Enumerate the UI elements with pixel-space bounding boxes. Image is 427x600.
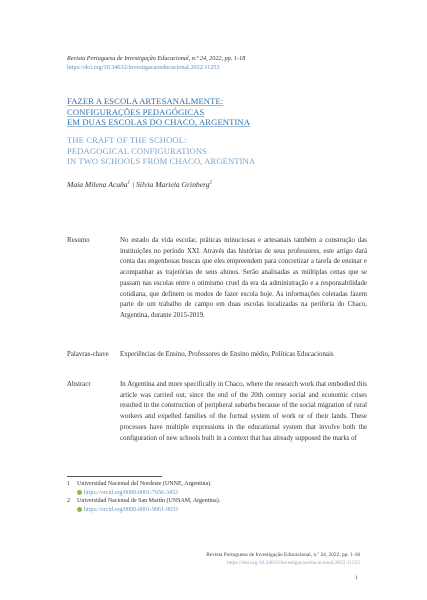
title-pt-line: FAZER A ESCOLA ARTESANALMENTE: (67, 96, 224, 106)
orcid-icon (77, 490, 82, 495)
title-en-line: IN TWO SCHOOLS FROM CHACO, ARGENTINA (67, 156, 256, 166)
author-list (67, 180, 367, 189)
journal-doi-link[interactable]: https://doi.org/10.34632/investigacaoeducacional.2022.11253 (67, 64, 220, 71)
title-pt-line: EM DUAS ESCOLAS DO CHACO, ARGENTINA (67, 117, 251, 127)
title-portuguese (67, 96, 367, 128)
abstract-section (67, 380, 367, 444)
footer-doi-link[interactable]: https://doi.org/10.34632/investigacaoeducacional.2022.11253 (227, 559, 360, 566)
orcid-icon (77, 507, 82, 512)
abstract-label: Abstract (67, 381, 91, 388)
orcid-url[interactable]: https://orcid.org/0000-0001-7656-3453 (84, 489, 179, 496)
author-separator: | (130, 180, 136, 189)
resumo-section (67, 236, 367, 322)
abstract-text: In Argentina and more specifically in Chaco, where the research work that embodied this article was carried out, since the end of the 20th century social and economic crises resulted in the construction of peripheral suburbs because of the social migration of rural workers and expelled families of the formal system of work or of their lands. These processes have multiple expressions in the educational system that involve both the configuration of new schools built in a context that has already supposed the marks of (120, 381, 367, 442)
footnote-text: Universidad Nacional del Nordeste (UNNE, Argentina). (77, 481, 212, 487)
orcid-link[interactable] (67, 506, 367, 515)
orcid-url[interactable]: https://orcid.org/0000-0001-9061-9033 (84, 506, 179, 513)
author-name: Silvia Mariela Grinberg (136, 180, 210, 189)
title-en-line: PEDAGOGICAL CONFIGURATIONS (67, 145, 208, 156)
footnote-item (67, 480, 367, 497)
keywords-text: Experiências de Ensino, Professores de Ensino médio, Políticas Educacionais (120, 351, 334, 358)
title-english (67, 135, 367, 167)
page-number: 1 (355, 575, 358, 581)
keywords-label: Palavras-chave (67, 351, 109, 358)
orcid-link[interactable] (67, 489, 367, 498)
footnote-item (67, 497, 367, 514)
footer-citation: Revista Portuguesa de Investigação Educacional, n.º 24, 2022, pp. 1-18 (206, 552, 360, 558)
title-en-line: THE CRAFT OF THE SCHOOL: (67, 135, 187, 145)
author-name: Maia Milena Acuña (67, 180, 128, 189)
keywords-section (67, 350, 367, 361)
journal-header (67, 54, 367, 72)
footnote-divider (67, 476, 162, 477)
author-affiliation-marker: 1 (127, 180, 131, 186)
author-affiliation-marker: 2 (209, 180, 213, 186)
title-pt-line: CONFIGURAÇÕES PEDAGÓGICAS (67, 106, 205, 117)
journal-citation: Revista Portuguesa de Investigação Educacional, n.º 24, 2022, pp. 1-18 (67, 55, 246, 62)
page-footer (150, 552, 360, 567)
footnotes (67, 476, 367, 514)
footnote-number: 1 (67, 481, 70, 487)
footnote-number: 2 (67, 498, 70, 505)
resumo-text: No estado da vida escolar, práticas minuciosas e artesanais também a construção das instituições no período XXI. Através das histórias de seus professores, este artigo dará conta das engenhosas buscas que eles empreendem para concretizar a tarefa de ensinar e acompanhar as trajetórias de seus alunos. Serão analisadas as múltiplas cenas que se passam nas escolas entre o otimismo cruel da era da administração e a responsabilidade cotidiana, que definem os modos de fazer escola hoje. As informações coletadas fazem parte de um trabalho de campo em duas escolas localizadas na periferia do Chaco, Argentina, durante 2015-2019. (120, 237, 367, 319)
resumo-label: Resumo (67, 237, 90, 244)
footnote-text: Universidad Nacional de San Martín (UNSAM, Argentina). (77, 498, 221, 505)
